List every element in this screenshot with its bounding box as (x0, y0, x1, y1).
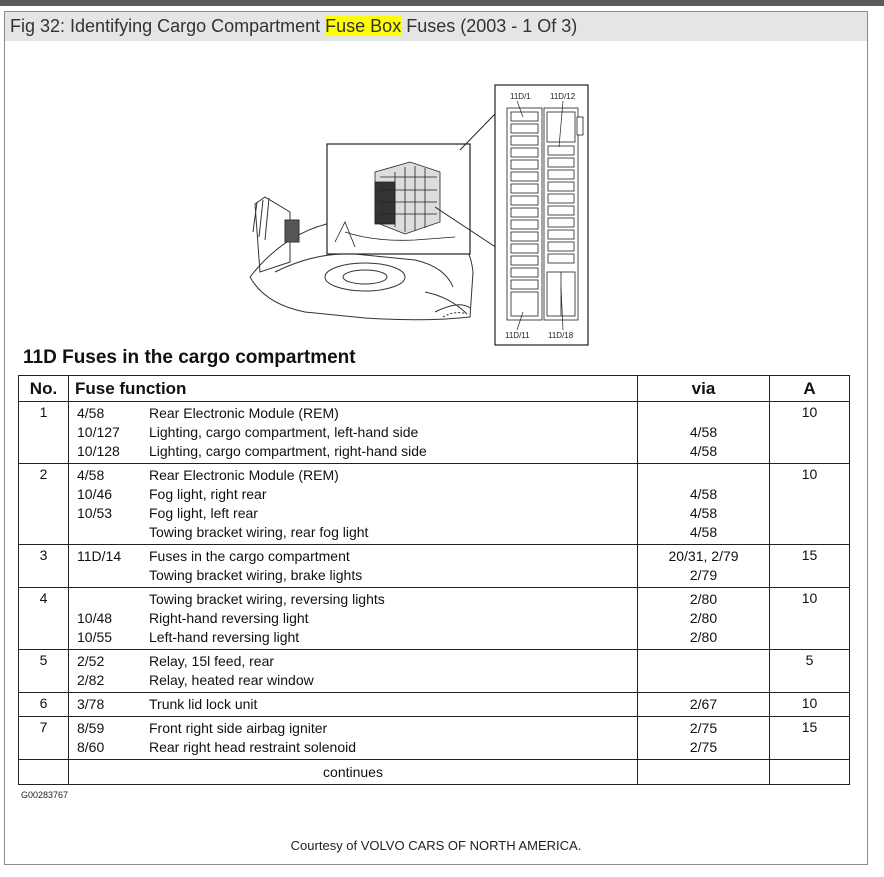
fuse-label-top-right: 11D/12 (550, 92, 576, 101)
function-description: Rear right head restraint solenoid (149, 739, 357, 755)
via-value: 2/75 (689, 739, 718, 755)
top-bar (0, 0, 884, 6)
via-cell (638, 545, 770, 588)
component-code: 8/59 (77, 720, 105, 736)
function-description: Rear Electronic Module (REM) (149, 405, 339, 421)
via-value: 2/80 (689, 629, 718, 645)
function-line (69, 738, 637, 757)
via-cell (638, 717, 770, 760)
function-description: Trunk lid lock unit (149, 696, 258, 712)
table-row (19, 693, 850, 717)
via-value: 20/31, 2/79 (668, 548, 739, 564)
component-code: 2/82 (77, 672, 105, 688)
component-code: 3/78 (77, 696, 105, 712)
component-code: 4/58 (77, 405, 105, 421)
function-line (69, 671, 637, 690)
fuse-function-cell (69, 545, 638, 588)
component-code: 10/48 (77, 610, 113, 626)
header-no: No. (19, 376, 69, 402)
function-line (69, 547, 637, 566)
component-code: 2/52 (77, 653, 105, 669)
figure-title: Fig 32: Identifying Cargo Compartment Fuse Box Fuses (2003 - 1 Of 3) (5, 12, 867, 41)
fuse-label-bottom-left: 11D/11 (505, 331, 530, 340)
search-highlight: Fuse Box (325, 16, 402, 36)
figure-code: G00283767 (21, 790, 69, 800)
table-header-row (19, 376, 850, 402)
fuse-table (18, 375, 850, 785)
via-cell (638, 588, 770, 650)
function-description: Towing bracket wiring, rear fog light (149, 524, 369, 540)
fuse-label-top-left: 11D/1 (510, 92, 531, 101)
amperage: 15 (770, 717, 850, 760)
function-description: Towing bracket wiring, reversing lights (149, 591, 385, 607)
figure-frame (4, 11, 868, 865)
fuse-function-cell (69, 402, 638, 464)
function-description: Lighting, cargo compartment, right-hand side (149, 443, 427, 459)
via-cell (638, 650, 770, 693)
function-description: Front right side airbag igniter (149, 720, 328, 736)
via-cell (638, 693, 770, 717)
via-value (638, 404, 769, 423)
function-line (69, 404, 637, 423)
function-line (69, 566, 637, 585)
via-value: 2/80 (689, 610, 718, 626)
component-code: 10/46 (77, 486, 113, 502)
amperage: 10 (770, 464, 850, 545)
function-line (69, 466, 637, 485)
fuse-number: 5 (19, 650, 69, 693)
fuse-number: 6 (19, 693, 69, 717)
component-code: 4/58 (77, 467, 105, 483)
continues-label: continues (69, 760, 638, 785)
amperage: 10 (770, 588, 850, 650)
function-description: Rear Electronic Module (REM) (149, 467, 339, 483)
table-row (19, 650, 850, 693)
fuse-column-right (544, 108, 583, 320)
fuse-column-left (507, 108, 542, 320)
function-line (69, 590, 637, 609)
via-value: 2/80 (689, 591, 718, 607)
amperage: 15 (770, 545, 850, 588)
fuse-number: 4 (19, 588, 69, 650)
via-value: 2/75 (689, 720, 718, 736)
via-cell (638, 464, 770, 545)
via-value: 4/58 (689, 524, 718, 540)
fuse-number: 1 (19, 402, 69, 464)
component-code: 11D/14 (77, 548, 122, 564)
via-cell (638, 402, 770, 464)
component-code: 10/55 (77, 629, 113, 645)
fuse-function-cell (69, 464, 638, 545)
via-value (638, 671, 769, 690)
via-value: 2/67 (689, 696, 718, 712)
function-line (69, 442, 637, 461)
component-code: 10/128 (77, 443, 120, 459)
fuse-function-cell (69, 650, 638, 693)
via-value: 4/58 (689, 505, 718, 521)
function-line (69, 504, 637, 523)
table-row (19, 588, 850, 650)
fuse-number: 7 (19, 717, 69, 760)
fuse-number: 3 (19, 545, 69, 588)
fuse-function-cell (69, 693, 638, 717)
section-title: 11D Fuses in the cargo compartment (23, 347, 356, 368)
component-code: 10/127 (77, 424, 120, 440)
function-line (69, 609, 637, 628)
header-via: via (638, 376, 770, 402)
function-description: Fuses in the cargo compartment (149, 548, 350, 564)
via-value: 4/58 (689, 443, 718, 459)
via-value: 4/58 (689, 486, 718, 502)
function-line (69, 719, 637, 738)
function-line (69, 628, 637, 647)
function-description: Relay, heated rear window (149, 672, 314, 688)
function-description: Lighting, cargo compartment, left-hand side (149, 424, 419, 440)
fuse-label-bottom-right: 11D/18 (548, 331, 574, 340)
function-description: Left-hand reversing light (149, 629, 300, 645)
function-description: Relay, 15l feed, rear (149, 653, 275, 669)
function-line (69, 485, 637, 504)
continues-row (19, 760, 850, 785)
function-line (69, 523, 637, 542)
via-value: 4/58 (689, 424, 718, 440)
function-description: Right-hand reversing light (149, 610, 309, 626)
via-value (638, 652, 769, 671)
fuse-function-cell (69, 717, 638, 760)
table-row (19, 402, 850, 464)
function-description: Fog light, right rear (149, 486, 267, 502)
courtesy-text: Courtesy of VOLVO CARS OF NORTH AMERICA. (290, 838, 582, 853)
function-line (69, 652, 637, 671)
table-row (19, 545, 850, 588)
via-value (638, 466, 769, 485)
table-row (19, 717, 850, 760)
fuse-box-location-diagram (245, 72, 605, 347)
function-line (69, 695, 637, 714)
header-amp: A (770, 376, 850, 402)
amperage: 5 (770, 650, 850, 693)
header-fuse-function: Fuse function (69, 376, 638, 402)
via-value: 2/79 (689, 567, 718, 583)
function-line (69, 423, 637, 442)
function-description: Fog light, left rear (149, 505, 258, 521)
fuse-number: 2 (19, 464, 69, 545)
component-code: 8/60 (77, 739, 105, 755)
function-description: Towing bracket wiring, brake lights (149, 567, 363, 583)
fuse-function-cell (69, 588, 638, 650)
table-row (19, 464, 850, 545)
component-code: 10/53 (77, 505, 113, 521)
amperage: 10 (770, 693, 850, 717)
amperage: 10 (770, 402, 850, 464)
